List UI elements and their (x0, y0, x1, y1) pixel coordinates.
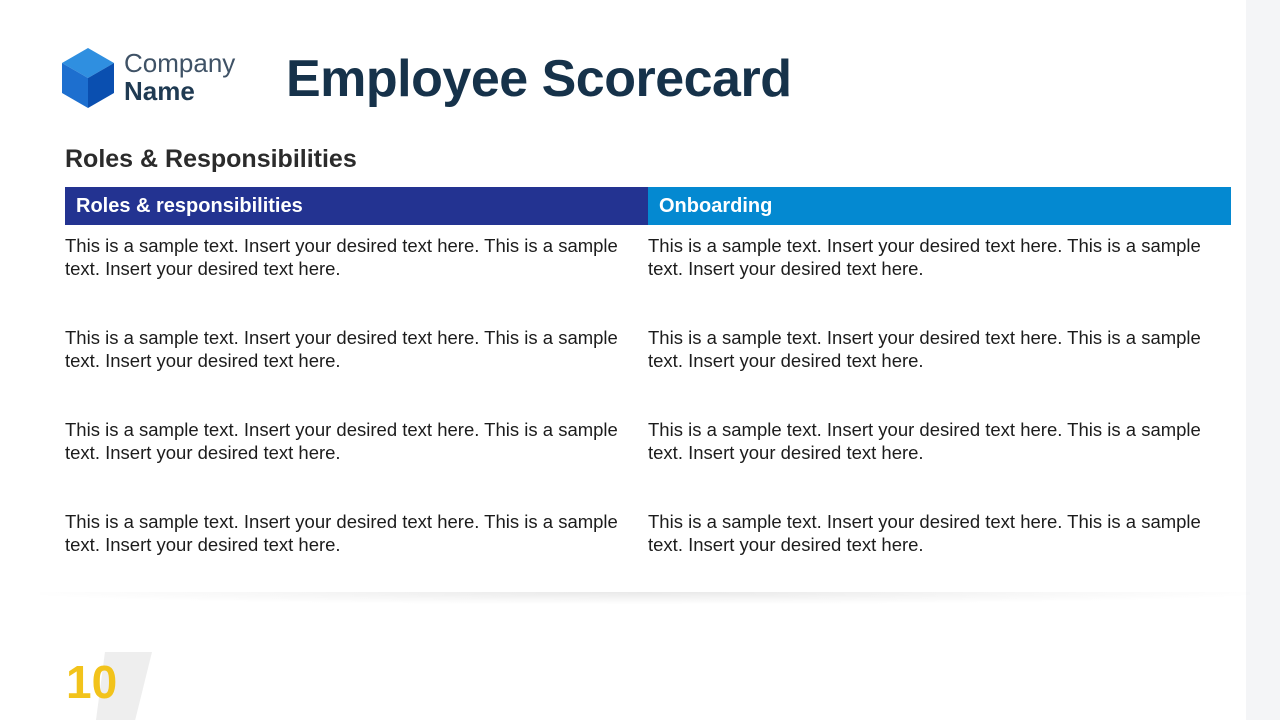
table-cell: This is a sample text. Insert your desired text here. This is a sample text. Insert your desired text here. (648, 419, 1201, 463)
table-cell: This is a sample text. Insert your desired text here. This is a sample text. Insert your desired text here. (65, 327, 618, 371)
table-header-row (65, 187, 1231, 225)
logo-company-text: Company (124, 48, 236, 78)
company-logo (62, 48, 262, 108)
cube-icon (62, 48, 114, 108)
table-cell: This is a sample text. Insert your desired text here. This is a sample text. Insert your desired text here. (65, 419, 618, 463)
scorecard-table (65, 187, 1231, 593)
table-row (65, 501, 1231, 593)
section-heading: Roles & Responsibilities (65, 145, 357, 173)
table-cell: This is a sample text. Insert your desired text here. This is a sample text. Insert your desired text here. (648, 511, 1201, 555)
page-title: Employee Scorecard (286, 50, 792, 108)
page-number: 10 (66, 656, 118, 708)
table-cell: This is a sample text. Insert your desired text here. This is a sample text. Insert your desired text here. (65, 235, 618, 279)
header-roles: Roles & responsibilities (65, 187, 648, 225)
table-row (65, 409, 1231, 501)
logo-name-text: Name (124, 76, 195, 106)
table-cell: This is a sample text. Insert your desired text here. This is a sample text. Insert your desired text here. (648, 327, 1201, 371)
table-cell: This is a sample text. Insert your desired text here. This is a sample text. Insert your desired text here. (65, 511, 618, 555)
table-cell: This is a sample text. Insert your desired text here. This is a sample text. Insert your desired text here. (648, 235, 1201, 279)
table-row (65, 317, 1231, 409)
header-onboarding: Onboarding (648, 187, 1231, 225)
divider-shadow (40, 592, 1250, 604)
table-row (65, 225, 1231, 317)
right-edge-strip (1246, 0, 1280, 720)
